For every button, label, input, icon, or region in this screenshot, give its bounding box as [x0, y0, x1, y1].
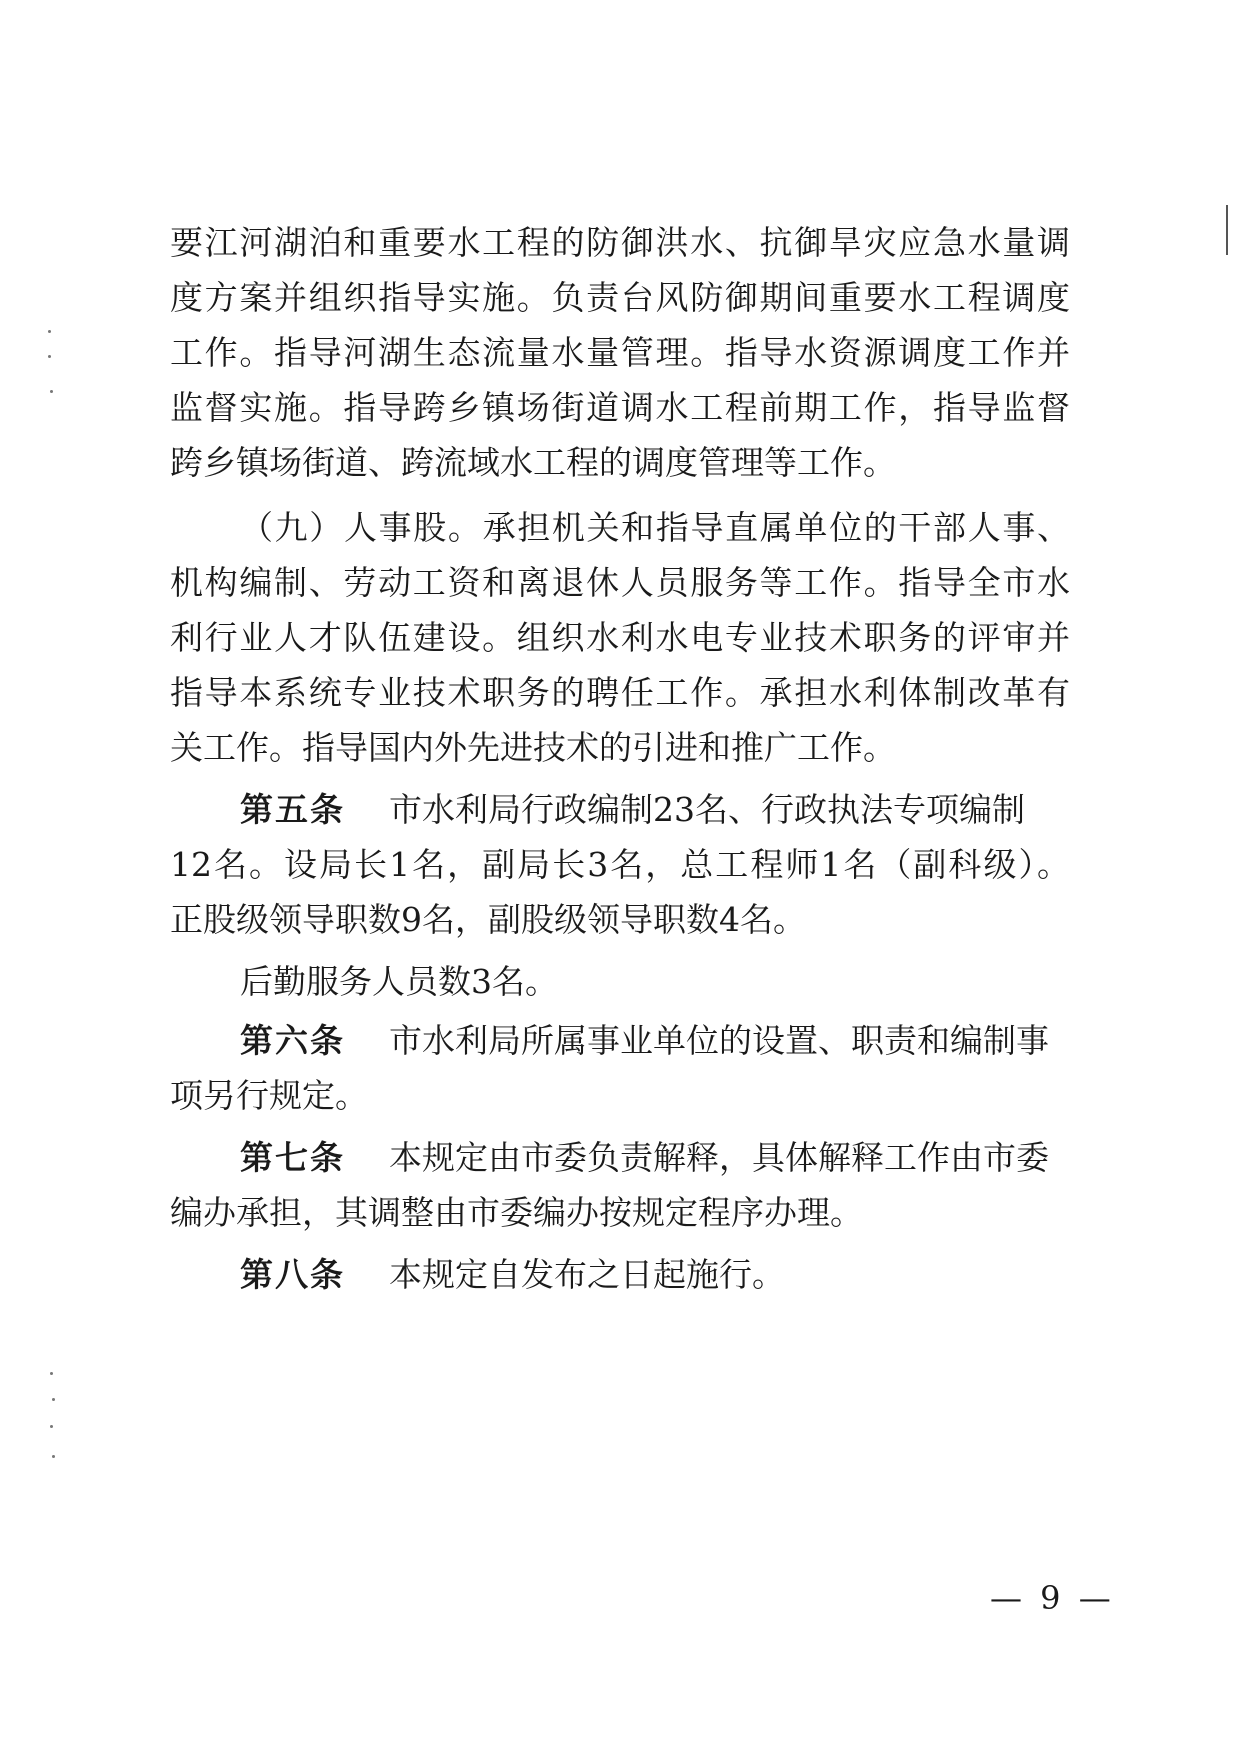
paragraph-line: 关工作。指导国内外先进技术的引进和推广工作。	[170, 728, 896, 767]
paragraph-line: 编办承担，其调整由市委编办按规定程序办理。	[170, 1193, 863, 1232]
binding-mark	[1226, 205, 1228, 255]
article-label: 第七条	[240, 1138, 345, 1177]
article-text: 本规定自发布之日起施行。	[389, 1255, 785, 1294]
scan-dot	[52, 1398, 55, 1401]
paragraph-line: 要江河湖泊和重要水工程的防御洪水、抗御旱灾应急水量调	[170, 223, 1070, 262]
article-label: 第八条	[240, 1255, 345, 1294]
paragraph-line: 正股级领导职数9名，副股级领导职数4名。	[170, 900, 806, 939]
article-5	[240, 790, 1070, 830]
article-8	[240, 1255, 1070, 1295]
logistics-line: 后勤服务人员数3名。	[240, 962, 558, 1001]
paragraph-line: 机构编制、劳动工资和离退休人员服务等工作。指导全市水	[170, 563, 1070, 602]
scan-dot	[48, 355, 51, 358]
paragraph-line: 项另行规定。	[170, 1076, 368, 1115]
paragraph-line: 工作。指导河湖生态流量水量管理。指导水资源调度工作并	[170, 333, 1070, 372]
paragraph-line: 跨乡镇场街道、跨流域水工程的调度管理等工作。	[170, 443, 896, 482]
paragraph-line: 监督实施。指导跨乡镇场街道调水工程前期工作，指导监督	[170, 388, 1070, 427]
scan-dot	[50, 390, 53, 393]
scan-dot	[52, 1455, 55, 1458]
article-label: 第六条	[240, 1021, 345, 1060]
scan-dot	[50, 1425, 53, 1428]
paragraph-line: 指导本系统专业技术职务的聘任工作。承担水利体制改革有	[170, 673, 1070, 712]
article-6	[240, 1021, 1070, 1061]
article-text: 市水利局所属事业单位的设置、职责和编制事	[389, 1021, 1049, 1060]
paragraph-line: 12名。设局长1名，副局长3名，总工程师1名（副科级）。	[170, 845, 1070, 884]
article-text: 本规定由市委负责解释，具体解释工作由市委	[389, 1138, 1049, 1177]
article-7	[240, 1138, 1070, 1178]
paragraph-line: 度方案并组织指导实施。负责台风防御期间重要水工程调度	[170, 278, 1070, 317]
scan-dot	[50, 1372, 53, 1375]
section-heading-line: （九）人事股。承担机关和指导直属单位的干部人事、	[240, 508, 1070, 547]
scan-dot	[48, 330, 51, 333]
article-text: 市水利局行政编制23名、行政执法专项编制	[389, 790, 1025, 829]
article-label: 第五条	[240, 790, 345, 829]
paragraph-line: 利行业人才队伍建设。组织水利水电专业技术职务的评审并	[170, 618, 1070, 657]
page-number: — 9 —	[990, 1579, 1115, 1617]
